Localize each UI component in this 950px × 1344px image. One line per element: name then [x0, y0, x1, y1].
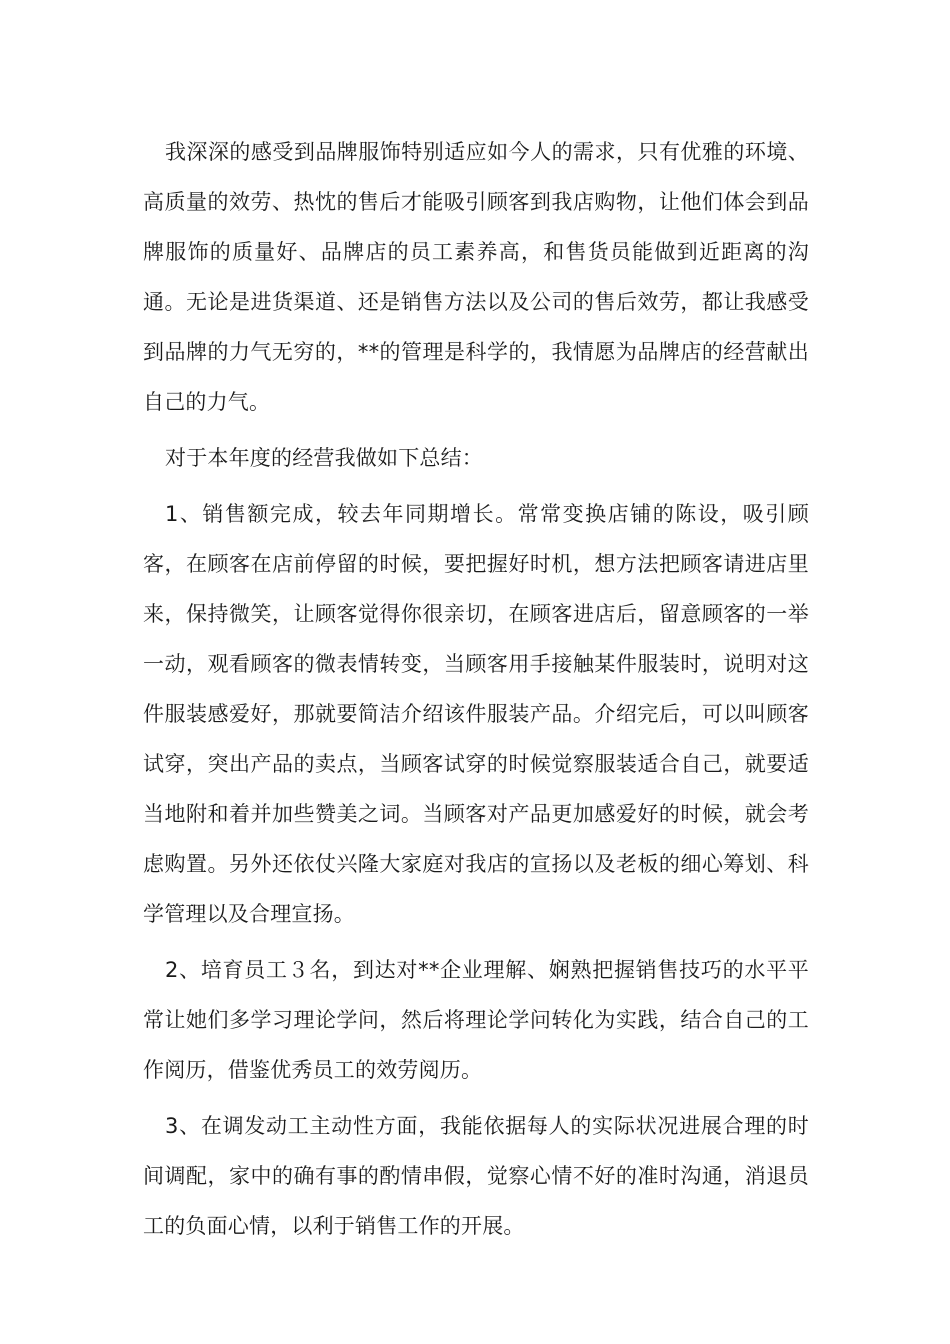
paragraph-item-3-motivation: 3、在调发动工主动性方面，我能依据每人的实际状况进展合理的时间调配，家中的确有事的酌情串假，觉察心情不好的准时沟通，消退员工的负面心情，以利于销售工作的开展。 — [143, 1114, 809, 1238]
document-body — [143, 127, 809, 1251]
paragraph-intro: 我深深的感受到品牌服饰特别适应如今人的需求，只有优雅的环境、高质量的效劳、热忱的售后才能吸引顾客到我店购物，让他们体会到品牌服饰的质量好、品牌店的员工素养高，和售货员能做到近距离的沟通。无论是进货渠道、还是销售方法以及公司的售后效劳，都让我感受到品牌的力气无穷的，**的管理是科学的，我情愿为品牌店的经营献出自己的力气。 — [143, 140, 809, 414]
paragraph-item-1-sales: 1、销售额完成，较去年同期增长。常常变换店铺的陈设，吸引顾客，在顾客在店前停留的时候，要把握好时机，想方法把顾客请进店里来，保持微笑，让顾客觉得你很亲切，在顾客进店后，留意顾客的一举一动，观看顾客的微表情转变，当顾客用手接触某件服装时，说明对这件服装感爱好，那就要简洁介绍该件服装产品。介绍完后，可以叫顾客试穿，突出产品的卖点，当顾客试穿的时候觉察服装适合自己，就要适当地附和着并加些赞美之词。当顾客对产品更加感爱好的时候，就会考虑购置。另外还依仗兴隆大家庭对我店的宣扬以及老板的细心筹划、科学管理以及合理宣扬。 — [143, 502, 809, 926]
paragraph-item-2-training: 2、培育员工３名，到达对**企业理解、娴熟把握销售技巧的水平平常让她们多学习理论学问，然后将理论学问转化为实践，结合自己的工作阅历，借鉴优秀员工的效劳阅历。 — [143, 958, 809, 1082]
paragraph-summary-heading: 对于本年度的经营我做如下总结： — [165, 446, 483, 470]
